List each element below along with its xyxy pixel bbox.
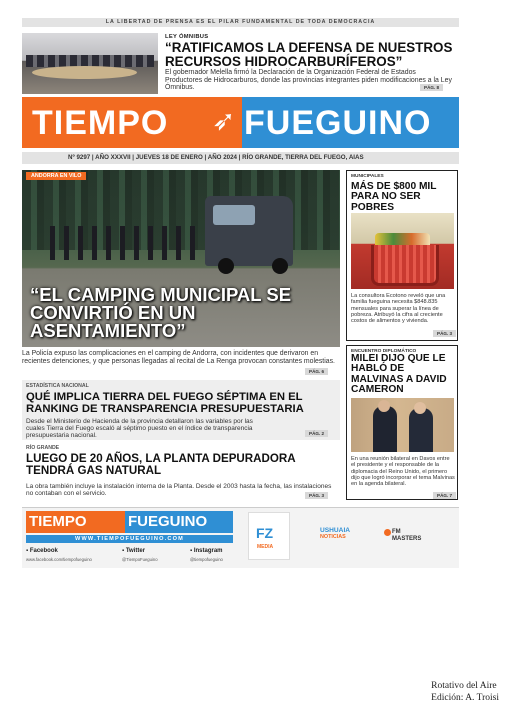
lead-photo — [22, 33, 158, 94]
credits-line-2: Edición: A. Troisi — [431, 693, 499, 703]
credits-line-1: Rotativo del Aire — [431, 681, 497, 691]
sec3-kicker: RÍO GRANDE — [26, 445, 60, 451]
main-tag: ANDORRA EN VILO — [26, 172, 86, 180]
top-slogan-bar: LA LIBERTAD DE PRENSA ES EL PILAR FUNDAMENTAL DE TODA DEMOCRACIA — [22, 18, 459, 27]
main-photo-van-window — [213, 205, 255, 225]
fm-label: FM — [392, 529, 401, 535]
main-photo-wheel — [218, 258, 234, 274]
main-page-ref: PÁG. 6 — [305, 368, 328, 375]
sidebar-story-malvinas — [346, 345, 458, 500]
issue-dateline: Nº 9297 | AÑO XXXVII | JUEVES 18 DE ENERO | AÑO 2024 | RÍO GRANDE, TIERRA DEL FUEGO, AIAS — [22, 152, 459, 164]
masthead-logo — [22, 97, 459, 148]
bird-icon: ➶ — [212, 105, 236, 136]
shopping-basket-photo — [351, 213, 454, 289]
sec2-page-ref: PÁG. 2 — [305, 430, 328, 437]
sidebar-story-poverty — [346, 170, 458, 341]
ushuaia-noticias-logo: USHUAIA — [320, 527, 351, 534]
facebook-icon: ▪ — [26, 548, 29, 554]
instagram-link[interactable] — [190, 548, 223, 554]
instagram-label: Instagram — [193, 548, 223, 554]
footer-logo-left: TIEMPO — [29, 513, 87, 530]
footer-logo-right: FUEGUINO — [128, 513, 208, 530]
facebook-handle: www.facebook.com/tiempofueguino — [26, 557, 92, 562]
side1-kicker: MUNICIPALES — [351, 174, 384, 179]
lead-headline: “RATIFICAMOS LA DEFENSA DE NUESTROS RECURSOS HIDROCARBURÍFEROS” — [165, 40, 453, 69]
masters-label: MASTERS — [392, 535, 422, 542]
fz-logo-text: FZ — [256, 525, 274, 541]
side1-page-ref: PÁG. 3 — [433, 330, 456, 337]
masthead-word-left: TIEMPO — [32, 104, 169, 142]
instagram-handle: @tiempofueguino — [190, 557, 223, 562]
lead-summary: El gobernador Melella firmó la Declaración de la Organización Federal de Estados Productores de Hidrocarburos, donde las provincias integrantes piden modificaciones a la Ley Ómnibus. — [165, 69, 452, 92]
twitter-link[interactable] — [122, 548, 145, 554]
sec2-headline: QUÉ IMPLICA TIERRA DEL FUEGO SÉPTIMA EN EL RANKING DE TRANSPARENCIA PRESUPUESTARIA — [26, 391, 304, 415]
masthead-word-right: FUEGUINO — [244, 104, 432, 142]
side2-kicker: ENCUENTRO DIPLOMÁTICO — [351, 349, 417, 354]
side2-headline: MILEI DIJO QUE LE HABLÓ DE MALVINAS A DAVID CAMERON — [351, 353, 447, 396]
sec2-kicker: ESTADÍSTICA NACIONAL — [26, 383, 89, 389]
main-photo-wheel — [272, 258, 288, 274]
side2-summary: En una reunión bilateral en Davos entre el presidente y el responsable de la diplomacia del Reino Unido, el primero dijo que logró incorporar el tema Malvinas en la agenda bilateral. — [351, 456, 455, 488]
instagram-icon: ▪ — [190, 548, 193, 554]
lead-page-ref: PÁG. 8 — [420, 84, 443, 91]
credits — [431, 680, 499, 704]
lead-kicker: LEY ÓMNIBUS — [165, 34, 209, 40]
person-left-head — [378, 400, 390, 412]
sec3-page-ref: PÁG. 3 — [305, 492, 328, 499]
basket — [371, 245, 439, 286]
lead-photo-table — [32, 66, 137, 79]
footer-website[interactable]: WWW.TIEMPOFUEGUINO.COM — [26, 535, 233, 543]
person-right — [409, 408, 433, 452]
sec3-summary: La obra también incluye la instalación interna de la Planta. Desde el 2003 hasta la fecha, las instalaciones no contaban con el servicio. — [26, 483, 332, 498]
fm-masters-icon — [384, 529, 391, 536]
main-photo-crowd — [50, 226, 200, 260]
fm-masters-logo — [392, 529, 421, 542]
twitter-handle: @TiempoFueguino — [122, 557, 158, 562]
side1-headline: MÁS DE $800 MIL PARA NO SER POBRES — [351, 181, 437, 213]
main-summary: La Policía expuso las complicaciones en el camping de Andorra, con incidentes que derivaron en recientes detenciones, y que personas llegadas al recital de La Renga provocan constantes molestias. — [22, 350, 335, 365]
side2-page-ref: PÁG. 7 — [433, 492, 456, 499]
twitter-icon: ▪ — [122, 548, 125, 554]
fz-logo-sub: MEDIA — [257, 544, 274, 550]
twitter-label: Twitter — [125, 548, 146, 554]
person-left — [373, 406, 397, 452]
person-right-head — [414, 402, 426, 414]
sec2-summary: Desde el Ministerio de Hacienda de la provincia detallaron las variables por las cuales Tierra del Fuego escaló al séptimo puesto en el índice de transparencia presupuestaria nacional. — [26, 418, 253, 440]
main-headline: “EL CAMPING MUNICIPAL SE CONVIRTIÓ EN UN ASENTAMIENTO” — [30, 284, 292, 341]
meeting-photo — [351, 398, 454, 452]
sec3-headline: LUEGO DE 20 AÑOS, LA PLANTA DEPURADORA TENDRÁ GAS NATURAL — [26, 452, 296, 477]
ushuaia-noticias-sub: NOTICIAS — [320, 534, 346, 540]
side1-summary: La consultora Ecotono reveló que una familia fueguina necesita $848.835 mensuales para superar la línea de pobreza. Atribuyó la cifra al creciente costos de alimentos y vivienda. — [351, 293, 446, 325]
facebook-link[interactable] — [26, 548, 58, 554]
facebook-label: Facebook — [29, 548, 58, 554]
